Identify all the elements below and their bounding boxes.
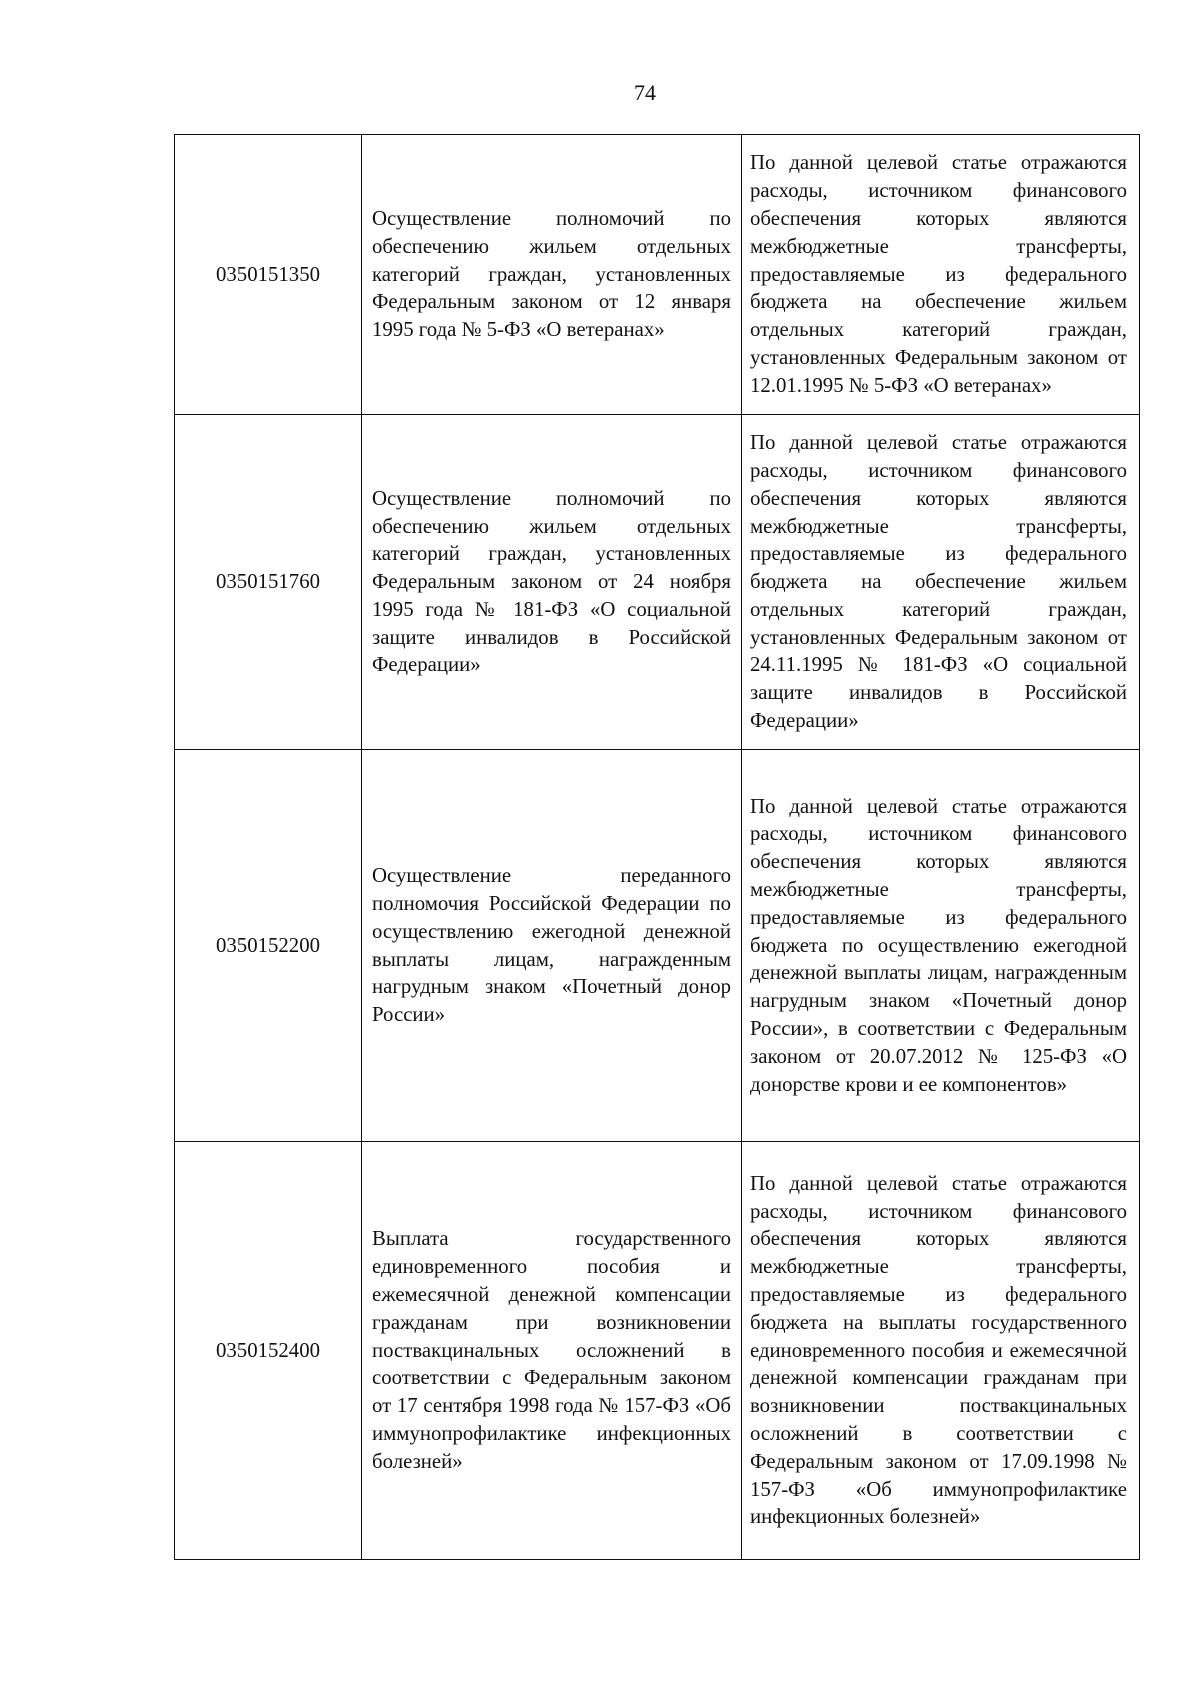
table-row	[175, 750, 1140, 1142]
article-name: Выплата государственного единовременного пособия и ежемесячной денежной компенсации гражданам при возникновении поствакцинальных осложнений в соответствии с Федеральным законом от 17 сентября 1998 года № 157-ФЗ «Об иммунопрофилактике инфекционных болезней»	[362, 1142, 742, 1560]
page-number: 74	[634, 80, 656, 105]
target-articles-table	[174, 134, 1140, 1560]
article-code: 0350151760	[175, 415, 362, 750]
article-code: 0350152200	[175, 750, 362, 1142]
article-code: 0350151350	[175, 135, 362, 415]
article-description: По данной целевой статье отражаются расходы, источником финансового обеспечения которых являются межбюджетные трансферты, предоставляемые из федерального бюджета на выплаты государственного единовременного пособия и ежемесячной денежной компенсации гражданам при возникновении поствакцинальных осложнений в соответствии с Федеральным законом от 17.09.1998 № 157-ФЗ «Об иммунопрофилактике инфекционных болезней»	[742, 1142, 1140, 1560]
article-description: По данной целевой статье отражаются расходы, источником финансового обеспечения которых являются межбюджетные трансферты, предоставляемые из федерального бюджета на обеспечение жильем отдельных категорий граждан, установленных Федеральным законом от 12.01.1995 № 5-ФЗ «О ветеранах»	[742, 135, 1140, 415]
article-name: Осуществление полномочий по обеспечению жильем отдельных категорий граждан, установленных Федеральным законом от 24 ноября 1995 года № 181-ФЗ «О социальной защите инвалидов в Российской Федерации»	[362, 415, 742, 750]
article-code: 0350152400	[175, 1142, 362, 1560]
article-name: Осуществление переданного полномочия Российской Федерации по осуществлению ежегодной денежной выплаты лицам, награжденным нагрудным знаком «Почетный донор России»	[362, 750, 742, 1142]
table-row	[175, 1142, 1140, 1560]
table-row	[175, 415, 1140, 750]
article-name: Осуществление полномочий по обеспечению жильем отдельных категорий граждан, установленных Федеральным законом от 12 января 1995 года № 5-ФЗ «О ветеранах»	[362, 135, 742, 415]
table-row	[175, 135, 1140, 415]
article-description: По данной целевой статье отражаются расходы, источником финансового обеспечения которых являются межбюджетные трансферты, предоставляемые из федерального бюджета на обеспечение жильем отдельных категорий граждан, установленных Федеральным законом от 24.11.1995 № 181-ФЗ «О социальной защите инвалидов в Российской Федерации»	[742, 415, 1140, 750]
article-description: По данной целевой статье отражаются расходы, источником финансового обеспечения которых являются межбюджетные трансферты, предоставляемые из федерального бюджета по осуществлению ежегодной денежной выплаты лицам, награжденным нагрудным знаком «Почетный донор России», в соответствии с Федеральным законом от 20.07.2012 № 125-ФЗ «О донорстве крови и ее компонентов»	[742, 750, 1140, 1142]
